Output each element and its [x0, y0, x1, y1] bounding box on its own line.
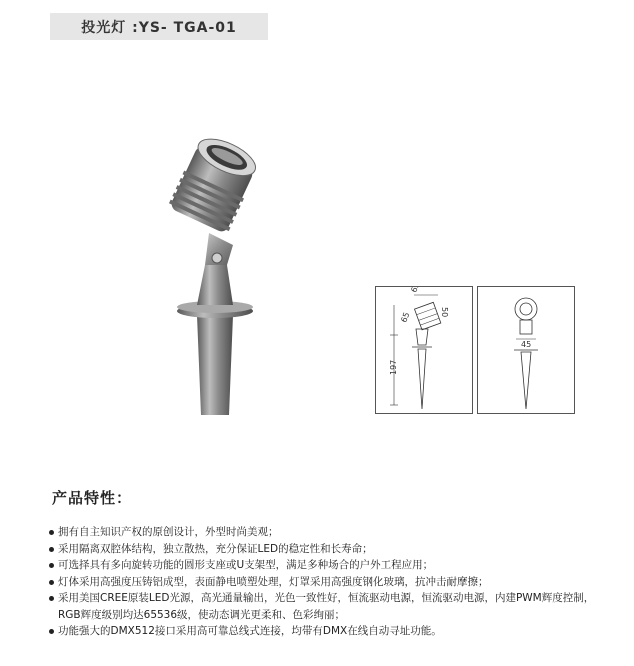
features-heading: 产品特性： — [52, 489, 133, 507]
list-item: 可选择具有多向旋转功能的圆形支座或U支架型，满足多种场合的户外工程应用； — [48, 557, 608, 574]
features-list — [48, 524, 608, 640]
dim-width: 45 — [521, 340, 532, 349]
front-view-drawing — [477, 286, 575, 414]
product-title: 投光灯 :YS- TGA-01 — [50, 13, 268, 40]
dim-right: 50 — [440, 307, 449, 318]
lamp-head — [167, 131, 262, 235]
spotlight-product-image — [135, 115, 285, 415]
stake — [197, 315, 233, 415]
list-item: 采用隔离双腔体结构，独立散热，充分保证LED的稳定性和长寿命； — [48, 541, 608, 558]
side-view-drawing — [375, 286, 473, 414]
list-item: 拥有自主知识产权的原创设计，外型时尚美观； — [48, 524, 608, 541]
list-item: 灯体采用高强度压铸铝成型，表面静电喷塑处理，灯罩采用高强度钢化玻璃，抗冲击耐摩擦； — [48, 574, 608, 591]
list-item: 功能强大的DMX512接口采用高可靠总线式连接，均带有DMX在线自动寻址功能。 — [48, 623, 608, 640]
dim-angle: 65 — [399, 311, 412, 324]
list-item: 采用美国CREE原装LED光源，高光通量输出，光色一致性好，恒流驱动电源，恒流驱动电源，内建PWM辉度控制，RGB辉度级别均达65536级，使动态调光更柔和、色彩绚丽； — [48, 590, 608, 623]
dim-height: 197 — [389, 359, 398, 375]
dim-top: 65 — [409, 287, 422, 294]
